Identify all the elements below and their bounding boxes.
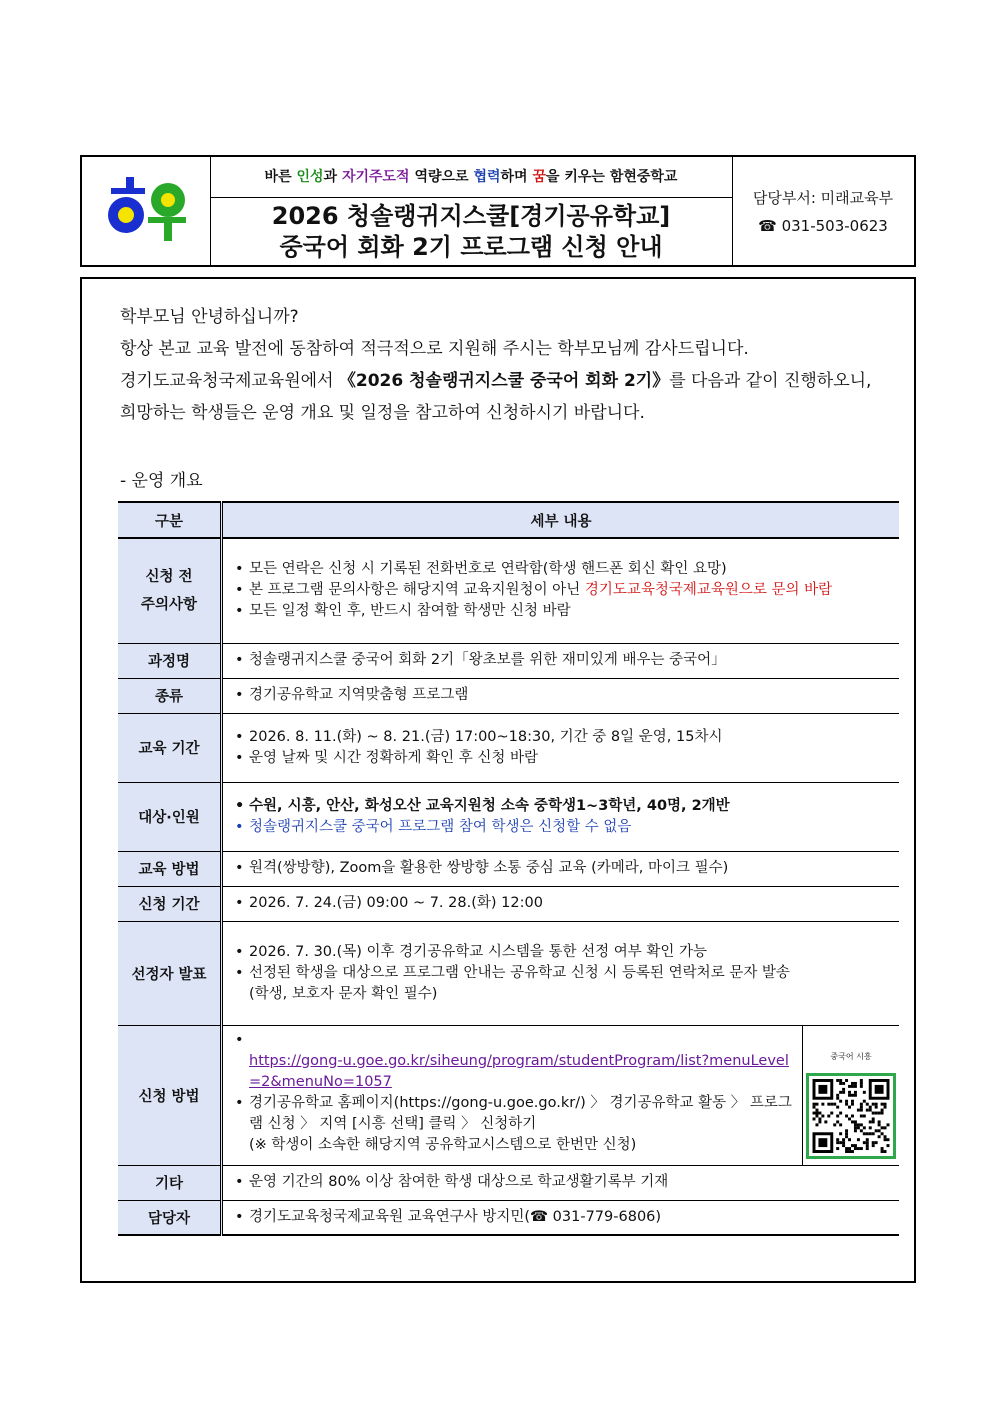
row-label-etc: 기타 xyxy=(118,1165,222,1200)
row-value-announce xyxy=(222,921,900,1025)
list-item: • 본 프로그램 문의사항은 해당지역 교육지원청이 아닌 경기도교육청국제교육원으로 문의 바람 xyxy=(233,580,889,601)
motto-segment: 바른 xyxy=(264,169,297,185)
row-label-contact: 담당자 xyxy=(118,1200,222,1235)
table-row xyxy=(118,1200,899,1235)
qr-code-area xyxy=(803,1026,899,1165)
list-item: • 2026. 8. 11.(화) ~ 8. 21.(금) 17:00~18:30, 기간 중 8일 운영, 15차시 xyxy=(233,727,889,748)
row-label-apply-method: 신청 방법 xyxy=(118,1025,222,1165)
title-line-1: 2026 청솔랭귀지스쿨[경기공유학교] xyxy=(271,202,671,230)
list-item: • 선정된 학생을 대상으로 프로그램 안내는 공유학교 신청 시 등록된 연락처로 문자 발송 (학생, 보호자 문자 확인 필수) xyxy=(233,963,889,1005)
list-item: • 운영 날짜 및 시간 정확하게 확인 후 신청 바람 xyxy=(233,748,889,769)
apply-method-text xyxy=(223,1026,803,1165)
row-value-caution xyxy=(222,538,900,643)
row-value-period xyxy=(222,713,900,782)
list-item: • 수원, 시흥, 안산, 화성오산 교육지원청 소속 중학생1~3학년, 40명, 2개반 xyxy=(233,796,889,817)
list-item: • 청솔랭귀지스쿨 중국어 프로그램 참여 학생은 신청할 수 없음 xyxy=(233,817,889,838)
row-label-type: 종류 xyxy=(118,678,222,713)
list-item: • 2026. 7. 30.(목) 이후 경기공유학교 시스템을 통한 선정 여부 확인 가능 xyxy=(233,942,889,963)
list-item: • 경기도교육청국제교육원 교육연구사 방지민(☎ 031-779-6806) xyxy=(233,1207,889,1228)
table-row xyxy=(118,782,899,851)
list-item: • 원격(쌍방향), Zoom을 활용한 쌍방향 소통 중심 교육 (카메라, 마이크 필수) xyxy=(233,858,889,879)
row-value-etc xyxy=(222,1165,900,1200)
list-item: • 모든 연락은 신청 시 기록된 전화번호로 연락함(학생 핸드폰 회신 확인 요망) xyxy=(233,559,889,580)
apply-link[interactable]: https://gong-u.goe.go.kr/siheung/program/studentProgram/list?menuLevel=2&menuNo=1057 xyxy=(249,1052,789,1090)
table-row xyxy=(118,851,899,886)
row-label-course: 과정명 xyxy=(118,643,222,678)
row-value-target xyxy=(222,782,900,851)
list-item: • 청솔랭귀지스쿨 중국어 회화 2기「왕초보를 위한 재미있게 배우는 중국어」 xyxy=(233,650,889,671)
school-logo-cell xyxy=(82,157,211,265)
qr-caption: 중국어 시흥 xyxy=(830,1051,872,1061)
list-item: • 운영 기간의 80% 이상 참여한 학생 대상으로 학교생활기록부 기재 xyxy=(233,1172,889,1193)
table-row xyxy=(118,538,899,643)
motto-segment: 과 xyxy=(323,169,342,185)
department-phone xyxy=(732,217,914,235)
intro-line-3: 경기도교육청국제교육원에서 《2026 청솔랭귀지스쿨 중국어 회화 2기》를 다음과 같이 진행하오니, xyxy=(120,371,872,391)
row-value-method xyxy=(222,851,900,886)
motto-segment: 인성 xyxy=(296,169,324,185)
table-header-row xyxy=(118,502,899,538)
row-value-contact xyxy=(222,1200,900,1235)
qr-code-icon xyxy=(812,1079,890,1153)
motto-segment: 역량으로 xyxy=(409,169,474,185)
row-label-apply-period: 신청 기간 xyxy=(118,886,222,921)
table-header-category: 구분 xyxy=(118,502,222,538)
motto-segment: 하며 xyxy=(500,169,533,185)
list-item: • 모든 일정 확인 후, 반드시 참여할 학생만 신청 바람 xyxy=(233,601,889,622)
qr-code[interactable] xyxy=(806,1073,896,1159)
document-title xyxy=(210,197,732,265)
row-label-method: 교육 방법 xyxy=(118,851,222,886)
intro-text xyxy=(120,301,871,429)
overview-table xyxy=(118,501,899,1236)
table-header-detail: 세부 내용 xyxy=(222,502,900,538)
table-row xyxy=(118,886,899,921)
intro-program-name: 《2026 청솔랭귀지스쿨 중국어 회화 2기》 xyxy=(338,371,670,391)
list-item: • 2026. 7. 24.(금) 09:00 ~ 7. 28.(화) 12:00 xyxy=(233,893,889,914)
row-label-caution: 신청 전 주의사항 xyxy=(118,538,222,643)
row-value-apply-method xyxy=(222,1025,900,1165)
table-row xyxy=(118,713,899,782)
table-row xyxy=(118,678,899,713)
section-title: - 운영 개요 xyxy=(120,471,203,491)
department-phone-number: 031-503-0623 xyxy=(781,217,888,235)
motto-segment: 을 키우는 함현중학교 xyxy=(545,169,678,185)
school-motto xyxy=(210,157,732,198)
table-row xyxy=(118,1165,899,1200)
list-item: • 경기공유학교 지역맞춤형 프로그램 xyxy=(233,685,889,706)
title-line-2: 중국어 회화 2기 프로그램 신청 안내 xyxy=(279,233,663,261)
school-logo xyxy=(82,157,210,265)
document-header xyxy=(80,155,916,267)
phone-icon: ☎ xyxy=(758,217,777,235)
row-label-period: 교육 기간 xyxy=(118,713,222,782)
intro-line-4: 희망하는 학생들은 운영 개요 및 일정을 참고하여 신청하시기 바랍니다. xyxy=(120,403,645,423)
intro-line-2: 항상 본교 교육 발전에 동참하여 적극적으로 지원해 주시는 학부모님께 감사드립니다. xyxy=(120,339,749,359)
document-body xyxy=(80,277,916,1283)
row-label-announce: 선정자 발표 xyxy=(118,921,222,1025)
motto-segment: 자기주도적 xyxy=(341,169,410,185)
motto-segment: 꿈 xyxy=(532,169,546,185)
department-name: 담당부서: 미래교육부 xyxy=(752,189,894,207)
table-row xyxy=(118,643,899,678)
row-value-apply-period xyxy=(222,886,900,921)
header-center xyxy=(210,157,733,265)
list-item xyxy=(233,1030,794,1093)
department-info xyxy=(732,157,914,265)
row-value-course xyxy=(222,643,900,678)
row-label-target: 대상·인원 xyxy=(118,782,222,851)
row-value-type xyxy=(222,678,900,713)
table-row xyxy=(118,921,899,1025)
motto-segment: 협력 xyxy=(473,169,501,185)
list-item: • 경기공유학교 홈페이지(https://gong-u.goe.go.kr/) 〉 경기공유학교 활동 〉 프로그램 신청 〉 지역 [시흥 선택] 클릭 〉 신청하기 (※ 학생이 소속한 해당지역 공유학교시스템으로 한번만 신청) xyxy=(233,1093,794,1156)
table-row xyxy=(118,1025,899,1165)
intro-line-1: 학부모님 안녕하십니까? xyxy=(120,307,299,327)
